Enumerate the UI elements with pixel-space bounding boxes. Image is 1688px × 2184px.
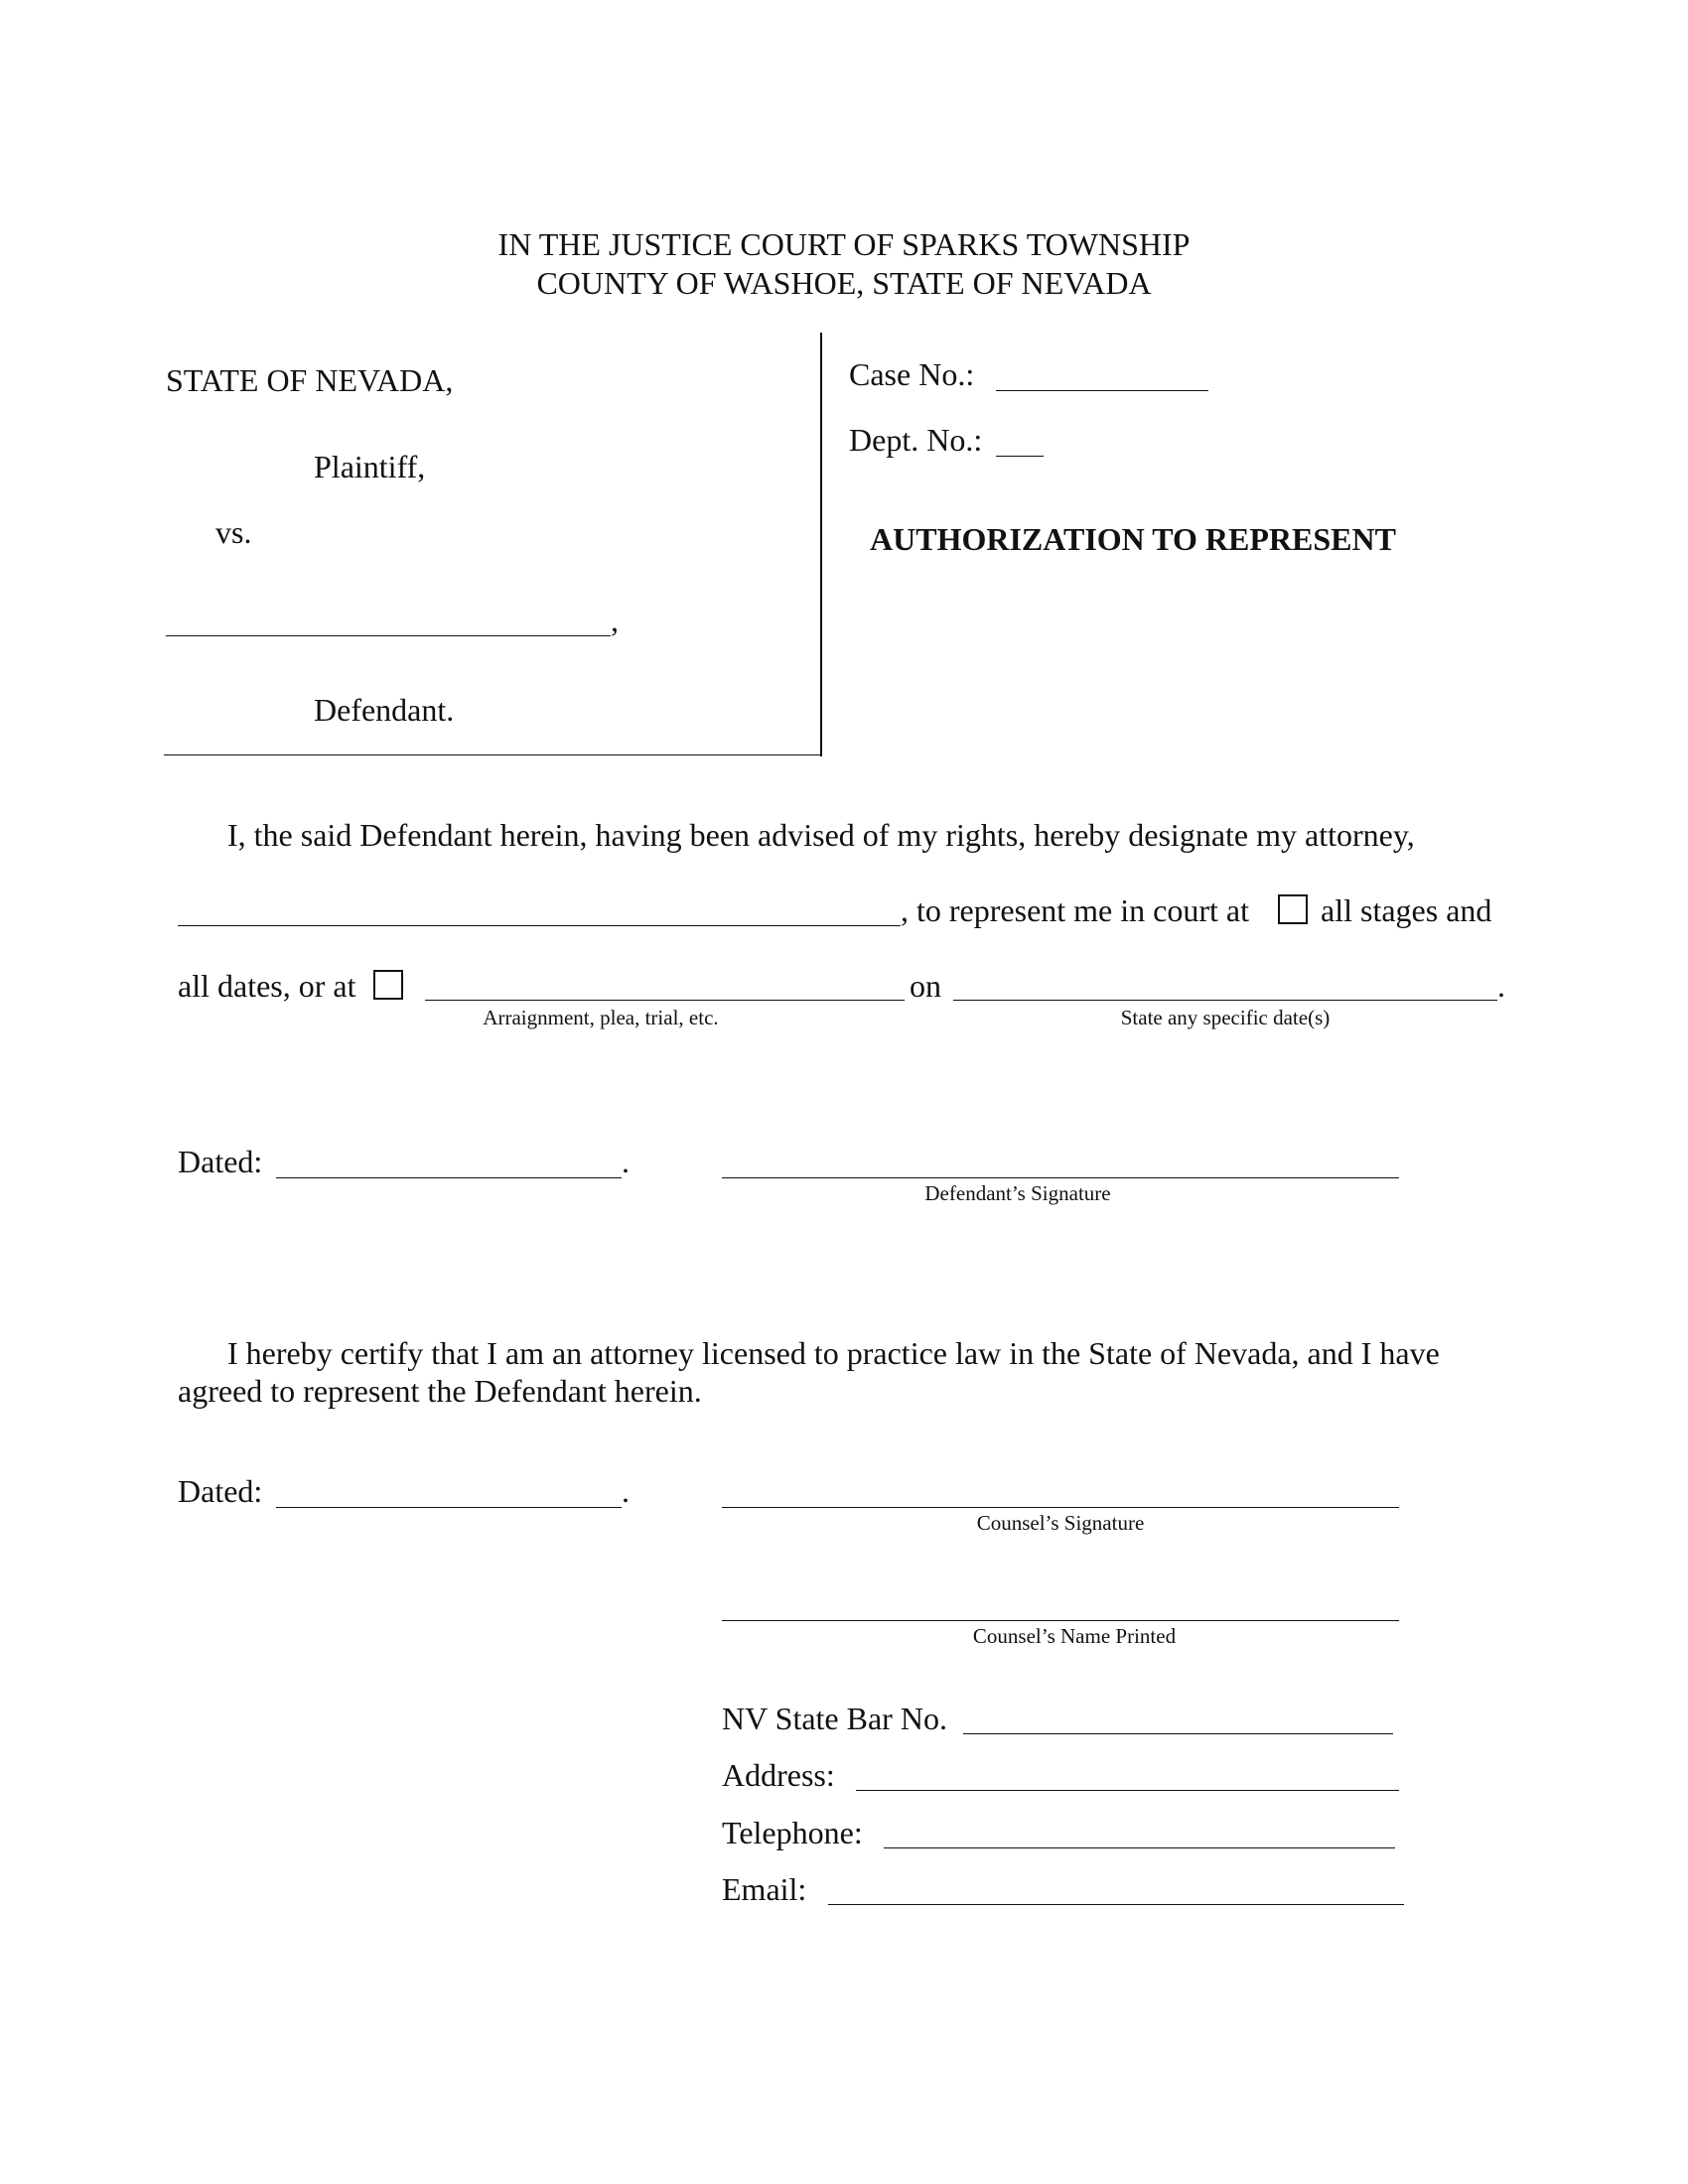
dept-no-label: Dept. No.: <box>849 422 983 458</box>
defendant-name-line[interactable] <box>166 635 611 636</box>
document-title: AUTHORIZATION TO REPRESENT <box>870 521 1396 557</box>
defendant-dated-period: . <box>622 1144 630 1179</box>
all-stages-label: all stages and <box>1321 892 1492 928</box>
case-no-line[interactable] <box>996 390 1208 391</box>
bar-no-line[interactable] <box>963 1733 1393 1734</box>
certification-line2: agreed to represent the Defendant herein. <box>178 1373 702 1409</box>
email-label: Email: <box>722 1871 807 1907</box>
certification-line1: I hereby certify that I am an attorney licensed to practice law in the State of Nevada, and I have <box>227 1335 1440 1371</box>
authorization-intro: I, the said Defendant herein, having been advised of my rights, hereby designate my attorney, <box>227 817 1415 853</box>
date-hint: State any specific date(s) <box>1120 1006 1331 1029</box>
all-dates-label: all dates, or at <box>178 968 356 1004</box>
email-line[interactable] <box>828 1904 1404 1905</box>
all-stages-checkbox[interactable] <box>1278 894 1308 924</box>
court-name: IN THE JUSTICE COURT OF SPARKS TOWNSHIP <box>497 226 1191 262</box>
court-county: COUNTY OF WASHOE, STATE OF NEVADA <box>536 265 1152 301</box>
on-label: on <box>910 968 941 1004</box>
telephone-label: Telephone: <box>722 1815 863 1850</box>
specific-stage-line[interactable] <box>425 1000 905 1001</box>
defendant-signature-label: Defendant’s Signature <box>924 1181 1111 1205</box>
defendant-comma: , <box>611 603 619 638</box>
counsel-dated-period: . <box>622 1473 630 1509</box>
defendant-signature-line[interactable] <box>722 1177 1399 1178</box>
represent-text: , to represent me in court at <box>901 892 1249 928</box>
dept-no-line[interactable] <box>996 456 1044 457</box>
caption-bottom-rule <box>164 754 821 755</box>
plaintiff-name: STATE OF NEVADA, <box>166 362 454 398</box>
authorization-period: . <box>1497 968 1505 1004</box>
counsel-name-line[interactable] <box>722 1620 1399 1621</box>
counsel-signature-label: Counsel’s Signature <box>976 1511 1145 1535</box>
counsel-name-printed-label: Counsel’s Name Printed <box>972 1624 1177 1648</box>
specific-date-line[interactable] <box>953 1000 1497 1001</box>
bar-no-label: NV State Bar No. <box>722 1701 947 1736</box>
telephone-line[interactable] <box>884 1847 1395 1848</box>
counsel-date-line[interactable] <box>276 1507 622 1508</box>
vs-label: vs. <box>215 514 252 550</box>
stage-hint: Arraignment, plea, trial, etc. <box>483 1006 719 1029</box>
defendant-label: Defendant. <box>314 692 455 728</box>
address-label: Address: <box>722 1757 835 1793</box>
counsel-signature-line[interactable] <box>722 1507 1399 1508</box>
address-line[interactable] <box>856 1790 1399 1791</box>
case-no-label: Case No.: <box>849 356 975 392</box>
attorney-name-line[interactable] <box>178 925 901 926</box>
defendant-dated-label: Dated: <box>178 1144 263 1179</box>
specific-stage-checkbox[interactable] <box>373 970 403 1000</box>
plaintiff-label: Plaintiff, <box>314 449 426 484</box>
counsel-dated-label: Dated: <box>178 1473 263 1509</box>
defendant-date-line[interactable] <box>276 1177 622 1178</box>
caption-divider <box>820 333 822 756</box>
